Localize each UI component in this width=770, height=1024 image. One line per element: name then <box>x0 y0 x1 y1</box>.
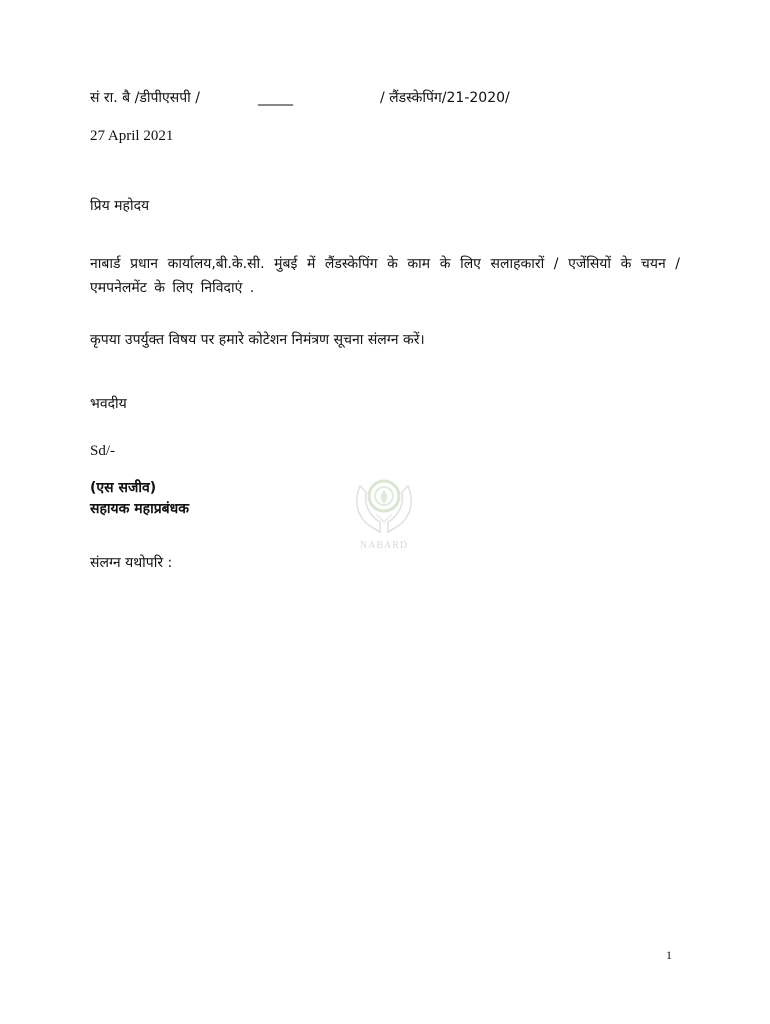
nabard-logo-icon <box>346 470 422 540</box>
reference-line <box>90 88 550 108</box>
reference-blank: _____ <box>258 90 293 106</box>
salutation: प्रिय महोदय <box>90 198 150 214</box>
closing: भवदीय <box>90 396 127 412</box>
page-number: 1 <box>666 948 672 962</box>
reference-prefix: सं रा. बै /डीपीएसपी / <box>90 90 200 106</box>
signatory-designation: सहायक महाप्रबंधक <box>90 501 190 517</box>
signature-mark: Sd/- <box>90 443 116 459</box>
signatory-name: (एस सजीव) <box>90 480 157 496</box>
watermark-text: NABARD <box>359 540 409 551</box>
subject-paragraph: नाबार्ड प्रधान कार्यालय,बी.के.सी. मुंबई में लैंडस्केपिंग के काम के लिए सलाहकारों / एजेंसियों के चयन / एमपनेलमेंट के लिए निविदाएं . <box>90 256 680 296</box>
letter-date: 27 April 2021 <box>90 128 174 144</box>
body-paragraph: कृपया उपर्युक्त विषय पर हमारे कोटेशन निमंत्रण सूचना संलग्न करें। <box>90 332 425 348</box>
enclosure-note: संलग्न यथोपरि : <box>90 555 173 571</box>
reference-suffix: / लैंडस्केपिंग/21-2020/ <box>380 90 510 106</box>
nabard-watermark <box>346 470 422 556</box>
